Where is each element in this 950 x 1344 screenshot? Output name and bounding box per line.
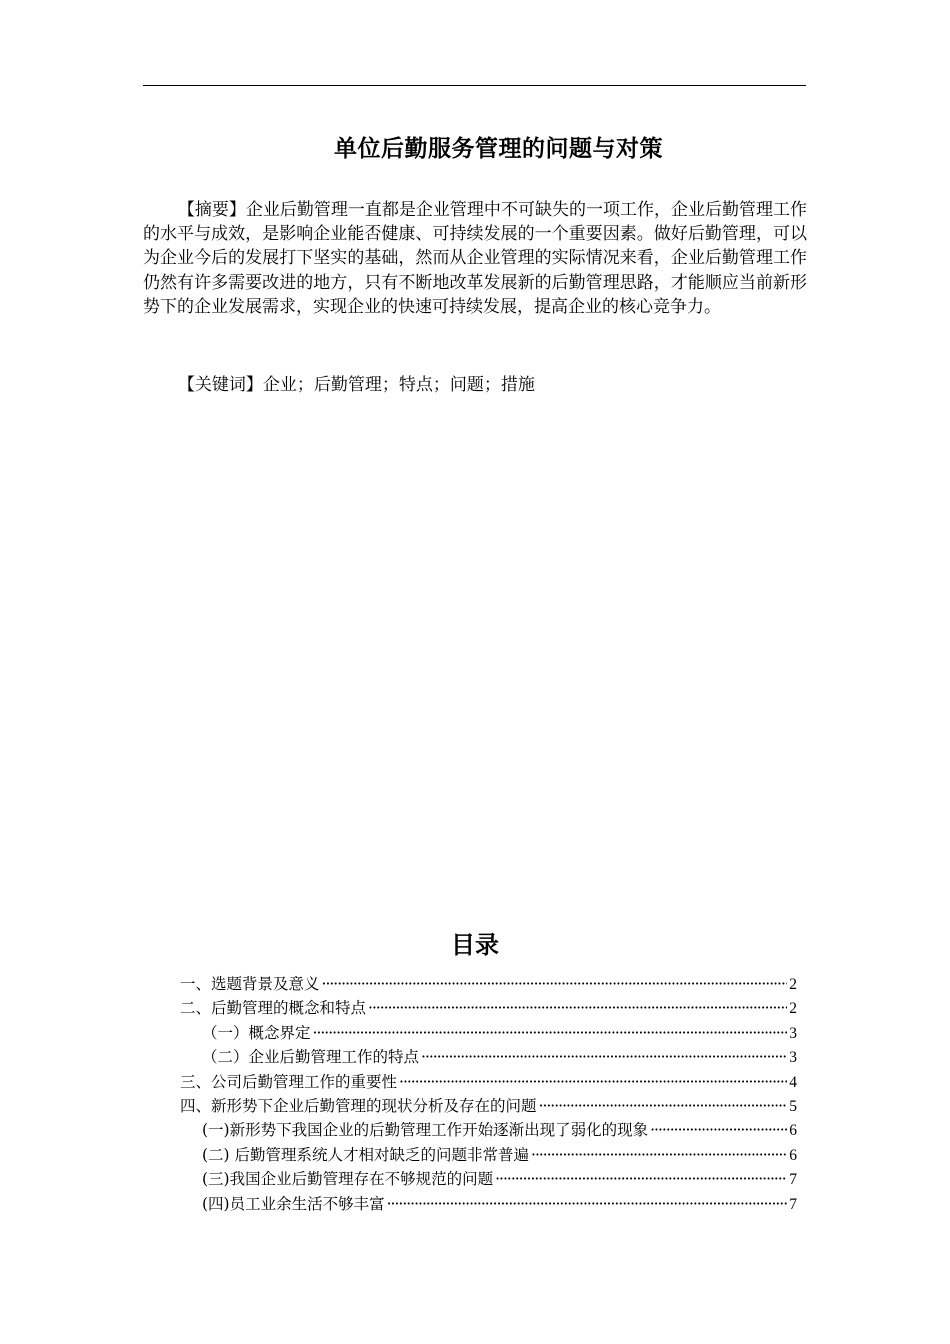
toc-entry-page: 5 — [789, 1097, 797, 1115]
toc-entry-text: (四)员工业余生活不够丰富 — [202, 1194, 385, 1213]
toc-entry-page: 2 — [789, 1000, 797, 1018]
abstract-text: 企业后勤管理一直都是企业管理中不可缺失的一项工作，企业后勤管理工作的水平与成效，是影响企业能否健康、可持续发展的一个重要因素。做好后勤管理，可以为企业今后的发展打下坚实的基础，然而从企业管理的实际情况来看，企业后勤管理工作仍然有许多需要改进的地方，只有不断地改革发展新的后勤管理思路，才能顺应当前新形势下的企业发展需求，实现企业的快速可持续发展，提高企业的核心竞争力。 — [143, 200, 808, 317]
toc-entry[interactable] — [180, 1021, 797, 1045]
toc-entry-text: 三、公司后勤管理工作的重要性 — [180, 1072, 398, 1091]
toc-entry[interactable] — [180, 996, 797, 1020]
toc-entry-text: 四、新形势下企业后勤管理的现状分析及存在的问题 — [180, 1096, 537, 1115]
keywords-text: 企业；后勤管理；特点；问题；措施 — [262, 375, 535, 395]
toc-entry[interactable] — [180, 1070, 797, 1094]
toc-entry-text: （二）企业后勤管理工作的特点 — [202, 1048, 420, 1067]
toc-entry[interactable] — [180, 1094, 797, 1118]
toc-entry-page: 6 — [789, 1122, 797, 1140]
toc-entry-page: 7 — [789, 1195, 797, 1213]
toc-leader-dots — [387, 1192, 788, 1216]
toc-entry-text: (二) 后勤管理系统人才相对缺乏的问题非常普遍 — [202, 1145, 530, 1164]
toc-leader-dots — [421, 1045, 787, 1069]
toc-entry-page: 7 — [789, 1171, 797, 1189]
toc-title: 目录 — [451, 931, 499, 959]
toc-entry-text: 二、后勤管理的概念和特点 — [180, 999, 367, 1018]
toc-entry-page: 6 — [789, 1146, 797, 1164]
toc-leader-dots — [531, 1143, 787, 1167]
abstract-paragraph — [143, 198, 807, 319]
toc-leader-dots — [650, 1118, 787, 1142]
keywords-paragraph — [143, 373, 807, 397]
toc-leader-dots — [313, 1021, 788, 1045]
toc-entry-page: 2 — [789, 976, 797, 993]
toc-entry-page: 4 — [789, 1073, 797, 1091]
toc-entry-text: 一、选题背景及意义 — [180, 975, 320, 993]
toc-leader-dots — [495, 1167, 787, 1191]
toc-entry[interactable] — [180, 1143, 797, 1167]
toc-entry-text: (三)我国企业后勤管理存在不够规范的问题 — [202, 1170, 494, 1189]
toc-leader-dots — [539, 1094, 788, 1118]
toc-leader-dots — [399, 1070, 787, 1094]
table-of-contents — [180, 972, 797, 1216]
toc-leader-dots — [322, 972, 788, 996]
toc-entry-page: 3 — [789, 1024, 797, 1042]
abstract-label: 【摘要】 — [177, 200, 246, 220]
toc-entry[interactable] — [180, 1118, 797, 1142]
keywords-label: 【关键词】 — [177, 375, 263, 395]
toc-entry-text: （一）概念界定 — [202, 1023, 311, 1042]
toc-entry[interactable] — [180, 1192, 797, 1216]
toc-entry[interactable] — [180, 972, 797, 996]
toc-leader-dots — [368, 996, 787, 1020]
header-rule — [143, 85, 806, 86]
toc-entry-text: (一)新形势下我国企业的后勤管理工作开始逐渐出现了弱化的现象 — [202, 1121, 649, 1140]
toc-entry-page: 3 — [789, 1049, 797, 1067]
toc-entry[interactable] — [180, 1045, 797, 1069]
toc-entry[interactable] — [180, 1167, 797, 1191]
document-title: 单位后勤服务管理的问题与对策 — [334, 136, 663, 162]
